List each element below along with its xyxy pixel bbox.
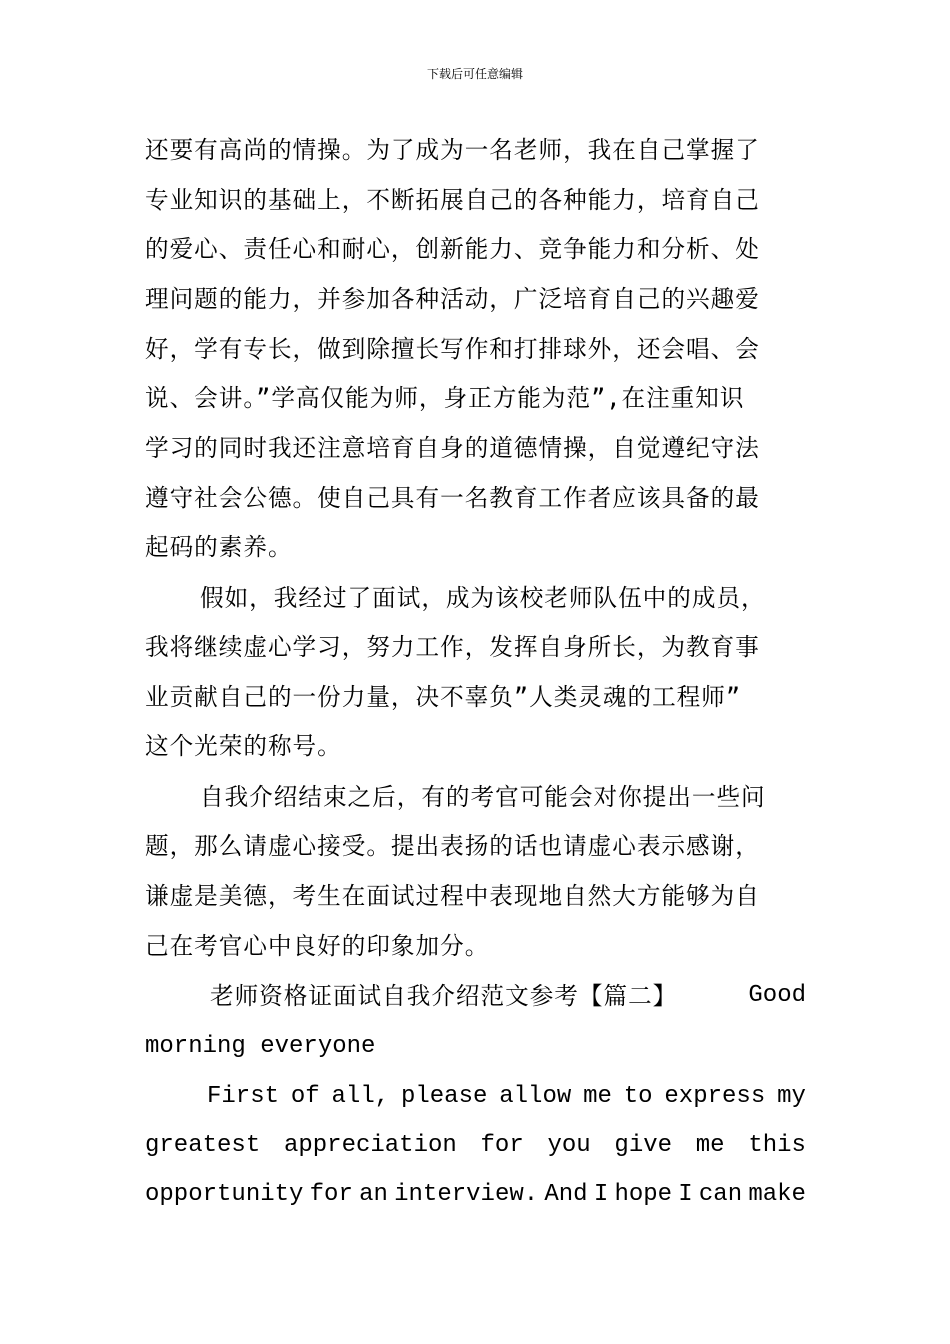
body-line-15: 题，那么请虚心接受。提出表扬的话也请虚心表示感谢， [145, 832, 760, 860]
body-line-6: 说、会讲。”学高仅能为师，身正方能为范”,在注重知识 [145, 384, 745, 412]
word: opportunity [145, 1181, 304, 1208]
word: I [678, 1181, 693, 1208]
word: make [748, 1181, 806, 1208]
word: greatest [145, 1132, 261, 1159]
word: appreciation [283, 1132, 457, 1159]
section-title: 老师资格证面试自我介绍范文参考【篇二】 [210, 982, 678, 1010]
word: for [309, 1181, 353, 1208]
page-header-note: 下载后可任意编辑 [426, 67, 523, 81]
word: my [777, 1083, 806, 1110]
body-line-5: 好，学有专长，做到除擅长写作和打排球外，还会唱、会 [145, 335, 760, 363]
body-line-3: 的爱心、责任心和耐心，创新能力、竞争能力和分析、处 [145, 235, 760, 263]
greeting-start: Good [748, 982, 806, 1009]
body-line-11: 我将继续虚心学习，努力工作，发挥自身所长，为教育事 [145, 633, 760, 661]
body-line-9: 起码的素养。 [145, 533, 293, 561]
body-line-8: 遵守社会公德。使自己具有一名教育工作者应该具备的最 [145, 484, 760, 512]
body-line-13: 这个光荣的称号。 [145, 732, 342, 760]
word: interview. [394, 1181, 539, 1208]
english-line-2 [145, 1129, 806, 1163]
body-line-2: 专业知识的基础上，不断拓展自己的各种能力，培育自己 [145, 186, 760, 214]
word: an [359, 1181, 388, 1208]
body-line-12: 业贡献自己的一份力量，决不辜负”人类灵魂的工程师” [145, 683, 742, 711]
body-line-10: 假如，我经过了面试，成为该校老师队伍中的成员， [200, 584, 766, 612]
word: give [614, 1132, 673, 1159]
word: me [583, 1083, 612, 1110]
word: this [748, 1132, 806, 1159]
english-line-3 [145, 1178, 806, 1212]
body-line-16: 谦虚是美德，考生在面试过程中表现地自然大方能够为自 [145, 882, 760, 910]
english-line-1 [207, 1080, 806, 1114]
section-title-row [210, 979, 806, 1013]
body-line-14: 自我介绍结束之后，有的考官可能会对你提出一些问 [200, 783, 766, 811]
word: for [480, 1132, 524, 1159]
word: please [400, 1083, 488, 1110]
word: And [544, 1181, 588, 1208]
word: First [207, 1083, 280, 1110]
word: all, [331, 1083, 390, 1110]
word: allow [499, 1083, 572, 1110]
word: me [695, 1132, 725, 1159]
word: of [290, 1083, 320, 1110]
word: can [698, 1181, 743, 1208]
word: I [593, 1181, 609, 1208]
word: hope [614, 1181, 673, 1208]
greeting-line: morning everyone [145, 1033, 376, 1060]
body-line-4: 理问题的能力，并参加各种活动，广泛培育自己的兴趣爱 [145, 285, 760, 313]
word: to [623, 1083, 653, 1110]
body-line-1: 还要有高尚的情操。为了成为一名老师，我在自己掌握了 [145, 136, 760, 164]
body-line-17: 己在考官心中良好的印象加分。 [145, 932, 490, 960]
word: you [547, 1132, 591, 1159]
body-line-7: 学习的同时我还注意培育自身的道德情操，自觉遵纪守法 [145, 434, 760, 462]
word: express [664, 1083, 766, 1110]
